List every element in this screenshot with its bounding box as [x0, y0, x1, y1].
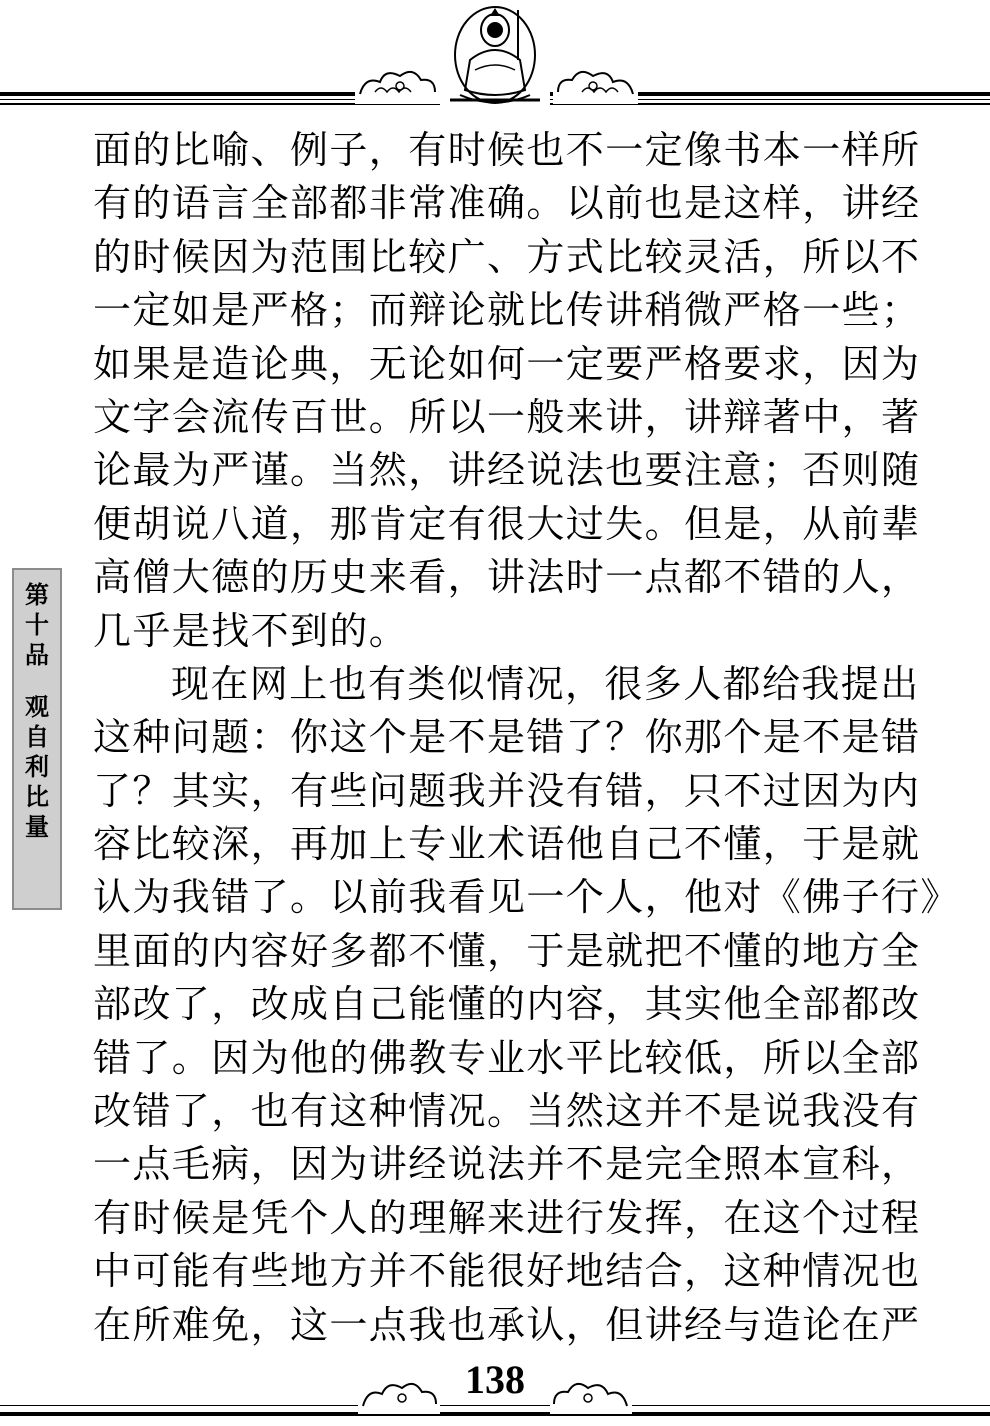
- text-line: 文字会流传百世。所以一般来讲，讲辩著中，著: [93, 394, 921, 439]
- text-line: 高僧大德的历史来看，讲法时一点都不错的人，: [93, 555, 921, 600]
- chapter-side-tab: [12, 568, 62, 910]
- footer-rule-thin: [0, 1405, 990, 1406]
- text-line: 论最为严谨。当然，讲经说法也要注意；否则随: [93, 448, 921, 493]
- text-line: 中可能有些地方并不能很好地结合，这种情况也: [93, 1249, 921, 1294]
- page-number: 138: [445, 1356, 545, 1403]
- text-line-paragraph-start: 现在网上也有类似情况，很多人都给我提出: [171, 661, 920, 706]
- text-line: 认为我错了。以前我看见一个人，他对《佛子行》: [93, 875, 960, 920]
- page-footer: [0, 1350, 990, 1426]
- text-line: 改错了，也有这种情况。当然这并不是说我没有: [93, 1089, 921, 1134]
- cloud-ornament-icon: [355, 64, 440, 104]
- side-tab-char: 十: [25, 611, 49, 639]
- side-tab-char: 自: [25, 723, 49, 751]
- text-line: 了？其实，有些问题我并没有错，只不过因为内: [93, 768, 921, 813]
- side-tab-char: 第: [25, 581, 49, 609]
- text-line: 在所难免，这一点我也承认，但讲经与造论在严: [93, 1302, 921, 1347]
- side-tab-char: 观: [25, 693, 49, 721]
- cloud-ornament-icon: [550, 1374, 632, 1414]
- text-line: 容比较深，再加上专业术语他自己不懂，于是就: [93, 822, 921, 867]
- text-line: 里面的内容好多都不懂，于是就把不懂的地方全: [93, 928, 921, 973]
- text-line: 一定如是严格；而辩论就比传讲稍微严格一些；: [93, 288, 921, 333]
- text-line: 有的语言全部都非常准确。以前也是这样，讲经: [93, 181, 921, 226]
- cloud-ornament-icon: [358, 1374, 440, 1414]
- text-line: 这种问题：你这个是不是错了？你那个是不是错: [93, 715, 921, 760]
- text-line: 有时候是凭个人的理解来进行发挥，在这个过程: [93, 1195, 921, 1240]
- page-header-ornament: [0, 0, 990, 115]
- text-line: 错了。因为他的佛教专业水平比较低，所以全部: [93, 1035, 921, 1080]
- deity-figure-icon: [440, 0, 550, 110]
- text-line: 的时候因为范围比较广、方式比较灵活，所以不: [93, 234, 921, 279]
- text-line: 如果是造论典，无论如何一定要严格要求，因为: [93, 341, 921, 386]
- text-line: 面的比喻、例子，有时候也不一定像书本一样所: [93, 128, 921, 172]
- side-tab-char: 量: [25, 813, 49, 841]
- cloud-ornament-icon: [553, 64, 638, 104]
- side-tab-char: 利: [25, 753, 49, 781]
- text-line: 部改了，改成自己能懂的内容，其实他全部都改: [93, 982, 921, 1027]
- chapter-side-tab-text: [18, 580, 56, 898]
- footer-rule-thick: [0, 1412, 990, 1416]
- text-line: 便胡说八道，那肯定有很大过失。但是，从前辈: [93, 501, 921, 546]
- text-line: 一点毛病，因为讲经说法并不是完全照本宣科，: [93, 1142, 921, 1187]
- text-line: 几乎是找不到的。: [93, 608, 409, 653]
- side-tab-char: 比: [25, 783, 49, 811]
- body-text: [93, 124, 960, 1352]
- side-tab-char: 品: [25, 641, 49, 669]
